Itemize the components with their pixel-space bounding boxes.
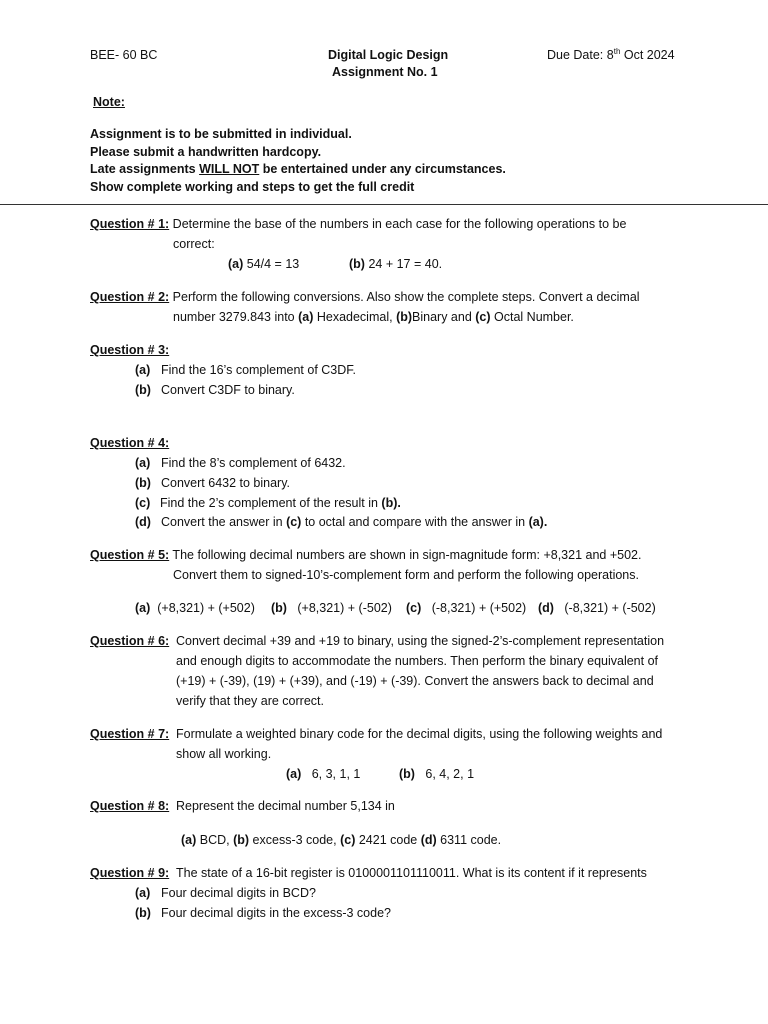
q4-c-text: Find the 2’s complement of the result in [160,496,382,510]
q4-d-ref-1: (c) [286,515,302,529]
note-emphasis: WILL NOT [199,162,260,176]
q9-part-b-text: Four decimal digits in the excess-3 code? [161,906,391,920]
part-d-tag: (d) [538,601,554,615]
q2-text-1: number 3279.843 into [173,310,299,324]
part-c-tag: (c) [340,833,356,847]
part-b-tag: (b) [396,310,413,324]
part-a-text: BCD, [196,833,234,847]
note-line-3-end: be entertained under any circumstances. [259,162,506,176]
q5-part-b [271,601,392,615]
question-1-label: Question # 1: [90,217,170,231]
q4-d-text-2: to octal and compare with the answer in [301,515,529,529]
part-b-tag: (b) [399,767,415,781]
q4-part-c-tag: (c) [135,496,151,510]
q9-part-a-tag: (a) [135,886,151,900]
part-b-tag: (b) [271,601,287,615]
q4-d-text-1: Convert the answer in [161,515,287,529]
question-2-line-1: Perform the following conversions. Also show the complete steps. Convert a decimal [169,290,640,304]
part-a-text: (+8,321) + (+502) [157,601,255,615]
question-6-line-4: verify that they are correct. [176,694,324,708]
part-c-text: 2421 code [355,833,421,847]
part-b-tag: (b) [233,833,250,847]
question-8-label: Question # 8: [90,799,170,813]
document-title: Digital Logic Design [328,48,449,62]
question-9-line-1: The state of a 16-bit register is 0100001101110011. What is its content if it represents [176,866,647,880]
question-6-line-1: Convert decimal +39 and +19 to binary, using the signed-2’s-complement representation [176,634,665,648]
q2-text-3: Binary and [412,310,476,324]
q2-text-4: Octal Number. [490,310,574,324]
q7-part-a [286,767,360,781]
question-1-line-2: correct: [173,237,215,251]
due-date-suffix: Oct 2024 [620,48,675,62]
q3-part-b-text: Convert C3DF to binary. [161,383,295,397]
part-d-tag: (d) [420,833,437,847]
part-d-text: (-8,321) + (-502) [564,601,656,615]
question-1 [90,217,626,231]
question-8-line-1: Represent the decimal number 5,134 in [176,799,395,813]
q5-part-a [135,601,255,615]
q4-d-ref-2: (a). [528,515,548,529]
note-line-2: Please submit a handwritten hardcopy. [90,145,322,159]
q4-part-b-tag: (b) [135,476,151,490]
question-1-part-b [349,257,442,271]
part-a-tag: (a) [135,601,151,615]
question-7-line-2: show all working. [176,747,272,761]
part-d-text: 6311 code. [436,833,502,847]
question-2-line-2 [173,310,574,324]
due-date [547,48,675,62]
question-3-label: Question # 3: [90,343,170,357]
question-2 [90,290,640,304]
q3-part-a-tag: (a) [135,363,151,377]
q7-part-b [399,767,474,781]
question-1-part-a [228,257,299,271]
question-2-label: Question # 2: [90,290,170,304]
part-a-tag: (a) [286,767,302,781]
assignment-number: Assignment No. 1 [332,65,438,79]
part-a-tag: (a) [298,310,314,324]
note-label: Note: [93,95,125,109]
due-date-superscript: th [613,46,621,56]
part-a-text: 54/4 = 13 [243,257,300,271]
header-divider [0,204,768,205]
note-line-4: Show complete working and steps to get the full credit [90,180,415,194]
question-5-line-1: The following decimal numbers are shown in sign-magnitude form: +8,321 and +502. [169,548,642,562]
part-c-tag: (c) [406,601,422,615]
q5-part-c [406,601,526,615]
q4-part-a-text: Find the 8’s complement of 6432. [161,456,346,470]
q4-part-d-text [161,515,547,529]
question-5 [90,548,641,562]
part-c-tag: (c) [475,310,491,324]
question-9-label: Question # 9: [90,866,170,880]
note-line-1: Assignment is to be submitted in individual. [90,127,352,141]
part-b-tag: (b) [349,257,365,271]
due-date-prefix: Due Date: 8 [547,48,614,62]
q4-c-ref: (b). [381,496,401,510]
question-7-line-1: Formulate a weighted binary code for the decimal digits, using the following weights and [176,727,663,741]
q4-part-d-tag: (d) [135,515,151,529]
q9-part-b-tag: (b) [135,906,151,920]
q3-part-a-text: Find the 16’s complement of C3DF. [161,363,357,377]
q9-part-a-text: Four decimal digits in BCD? [161,886,316,900]
q4-part-c-text [160,496,401,510]
q3-part-b-tag: (b) [135,383,151,397]
note-line-3 [90,162,506,176]
part-c-text: (-8,321) + (+502) [431,601,527,615]
question-5-line-2: Convert them to signed-10’s-complement form and perform the following operations. [173,568,639,582]
part-a-tag: (a) [228,257,244,271]
course-code: BEE- 60 BC [90,48,158,62]
note-line-3-start: Late assignments [90,162,200,176]
part-b-text: 24 + 17 = 40. [364,257,443,271]
part-b-text: (+8,321) + (-502) [297,601,392,615]
part-b-text: excess-3 code, [249,833,341,847]
q4-part-a-tag: (a) [135,456,151,470]
part-b-text: 6, 4, 2, 1 [425,767,475,781]
question-6-line-3: (+19) + (-39), (19) + (+39), and (-19) + (-39). Convert the answers back to decimal and [176,674,654,688]
question-4-label: Question # 4: [90,436,170,450]
q2-text-2: Hexadecimal, [313,310,397,324]
q5-part-d [538,601,656,615]
question-8-parts [181,833,501,847]
question-6-label: Question # 6: [90,634,170,648]
question-7-label: Question # 7: [90,727,170,741]
part-a-text: 6, 3, 1, 1 [311,767,361,781]
q4-part-b-text: Convert 6432 to binary. [161,476,291,490]
question-5-label: Question # 5: [90,548,170,562]
question-1-line-1: Determine the base of the numbers in each case for the following operations to be [169,217,627,231]
question-6-line-2: and enough digits to accommodate the numbers. Then perform the binary equivalent of [176,654,659,668]
part-a-tag: (a) [181,833,197,847]
